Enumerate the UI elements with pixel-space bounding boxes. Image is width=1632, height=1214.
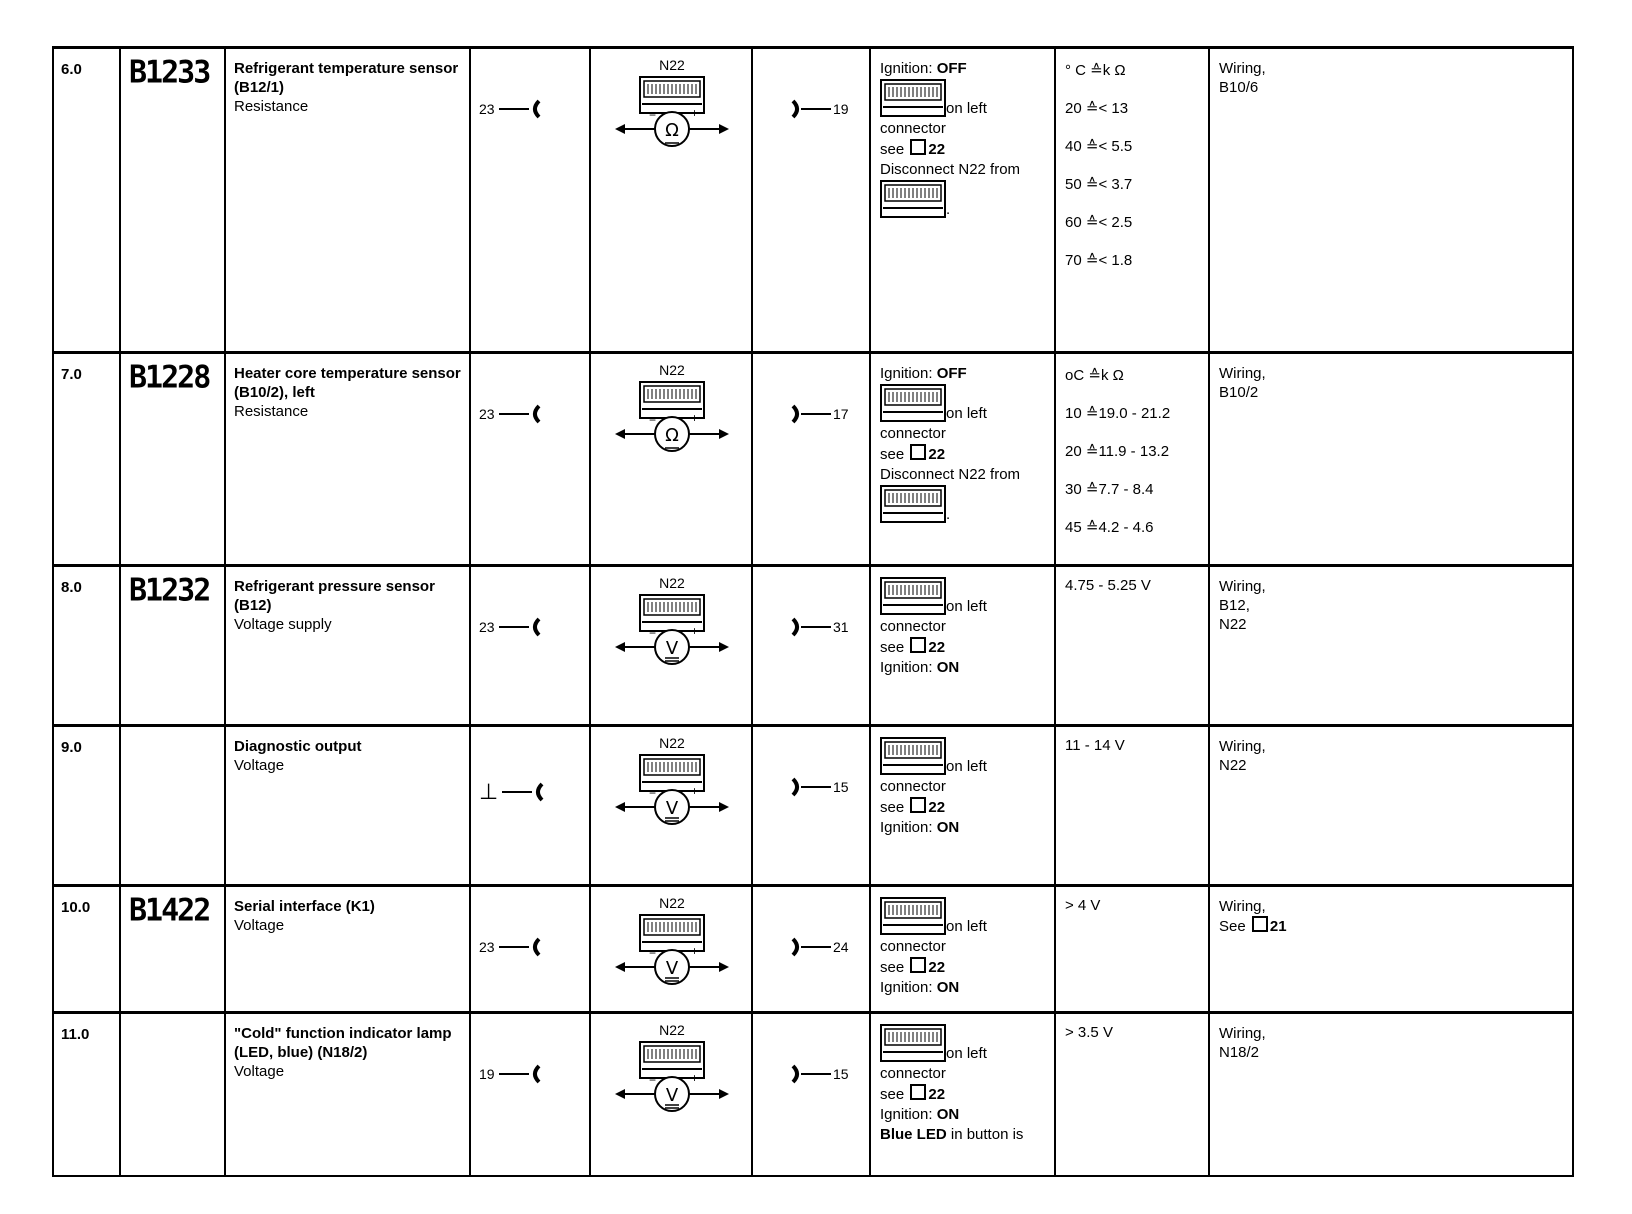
plug-left-icon [499, 99, 543, 119]
multimeter-diagram [609, 362, 735, 452]
meter-label: N22 [659, 895, 685, 911]
step-number: 6.0 [61, 61, 82, 78]
connector-icon [880, 897, 946, 937]
remedy: Wiring, B12, N22 [1219, 578, 1266, 633]
pin-number: 17 [833, 406, 849, 422]
plug-right-icon [791, 937, 831, 957]
svg-text:−: − [649, 108, 657, 122]
diagnostic-test-table [52, 46, 1574, 1177]
test-title: "Cold" function indicator lamp (LED, blue) (N18/2) [234, 1025, 452, 1061]
test-scope [234, 897, 375, 935]
meter-label: N22 [659, 735, 685, 751]
test-subtitle: Voltage [234, 757, 285, 774]
plug-right-icon [791, 617, 831, 637]
multimeter-diagram [609, 575, 735, 665]
connector-icon [880, 485, 946, 525]
svg-text:Ω: Ω [665, 425, 679, 446]
test-socket-from [479, 404, 543, 424]
svg-text:+: + [691, 1071, 699, 1085]
page-reference-icon [910, 1084, 926, 1100]
ignition-state: ON [936, 819, 960, 836]
svg-text:V: V [665, 958, 679, 979]
multimeter-diagram [609, 895, 735, 985]
svg-text:−: − [649, 626, 657, 640]
test-conditions: on left connector see 22 Ignition: ON Blue LED in button is [880, 1024, 1052, 1145]
meter-label: N22 [659, 362, 685, 378]
remedy: Wiring, B10/6 [1219, 60, 1266, 96]
test-socket-from [479, 617, 543, 637]
test-socket-from [479, 99, 543, 119]
test-socket-to [791, 777, 849, 797]
test-conditions: on left connector see 22 Ignition: ON [880, 897, 1052, 998]
test-subtitle: Resistance [234, 403, 309, 420]
test-title: Heater core temperature sensor (B10/2), left [234, 365, 461, 401]
voltmeter-icon [609, 895, 735, 985]
page-reference: 22 [928, 639, 946, 656]
svg-text:+: + [691, 106, 699, 120]
nominal-value: > 4 V [1065, 897, 1101, 914]
svg-text:−: − [649, 946, 657, 960]
page-reference-icon [1252, 916, 1268, 932]
svg-text:+: + [691, 411, 699, 425]
test-conditions: Ignition: OFF on left connector see 22 Disconnect N22 from . [880, 365, 1021, 523]
ohmmeter-icon [609, 57, 735, 147]
voltmeter-icon [609, 575, 735, 665]
test-subtitle: Resistance [234, 98, 309, 115]
pin-number: 24 [833, 939, 849, 955]
remedy: Wiring, N18/2 [1219, 1025, 1266, 1061]
ignition-state: ON [936, 1106, 960, 1123]
ohmmeter-icon [609, 362, 735, 452]
plug-left-icon [499, 937, 543, 957]
meter-label: N22 [659, 57, 685, 73]
remedy: Wiring, N22 [1219, 738, 1266, 774]
plug-left-icon [499, 404, 543, 424]
test-scope [234, 1024, 469, 1081]
ground-symbol: ⊥ [479, 779, 499, 804]
svg-text:−: − [649, 413, 657, 427]
table-row [54, 49, 1574, 354]
connector-icon [880, 384, 946, 424]
test-scope [234, 364, 469, 421]
page-reference: 22 [928, 799, 946, 816]
nominal-value: 11 - 14 V [1065, 737, 1125, 754]
test-title: Refrigerant temperature sensor (B12/1) [234, 60, 459, 96]
pin-number: 19 [479, 1066, 495, 1082]
test-subtitle: Voltage supply [234, 616, 332, 633]
connector-icon [880, 1024, 946, 1064]
pin-number: 23 [479, 619, 495, 635]
test-conditions: on left connector see 22 Ignition: ON [880, 577, 1052, 678]
ignition-state: OFF [936, 60, 967, 77]
test-title: Serial interface (K1) [234, 898, 375, 915]
svg-text:+: + [691, 784, 699, 798]
step-number: 10.0 [61, 899, 91, 916]
multimeter-diagram [609, 57, 735, 147]
fault-code: B1228 [129, 359, 210, 396]
page-reference: 22 [928, 141, 946, 158]
test-socket-to [791, 1064, 849, 1084]
page-reference: 21 [1269, 918, 1287, 935]
table-row [54, 887, 1574, 1014]
connector-icon [880, 577, 946, 617]
plug-right-icon [791, 1064, 831, 1084]
remedy: Wiring, B10/2 [1219, 365, 1266, 401]
test-title: Refrigerant pressure sensor (B12) [234, 578, 435, 614]
multimeter-diagram [609, 735, 735, 825]
test-socket-from [479, 937, 543, 957]
voltmeter-icon [609, 1022, 735, 1112]
test-subtitle: Voltage [234, 1063, 285, 1080]
svg-text:V: V [665, 798, 679, 819]
meter-label: N22 [659, 575, 685, 591]
test-scope [234, 59, 469, 116]
svg-text:+: + [691, 944, 699, 958]
page-reference: 22 [928, 446, 946, 463]
connector-icon [880, 737, 946, 777]
test-conditions: Ignition: OFF on left connector see 22 Disconnect N22 from . [880, 60, 1021, 218]
step-number: 9.0 [61, 739, 82, 756]
test-conditions: on left connector see 22 Ignition: ON [880, 737, 1052, 838]
svg-text:−: − [649, 786, 657, 800]
nominal-values: oC ≙k Ω 10 ≙19.0 - 21.2 20 ≙11.9 - 13.2 30 ≙7.7 - 8.4 45 ≙4.2 - 4.6 [1065, 367, 1171, 536]
test-socket-to [791, 404, 849, 424]
page-reference-icon [910, 957, 926, 973]
table-row [54, 1014, 1574, 1177]
remedy: Wiring, See 21 [1219, 898, 1287, 935]
pin-number: 23 [479, 406, 495, 422]
test-socket-to [791, 937, 849, 957]
fault-code: B1422 [129, 892, 210, 929]
svg-text:+: + [691, 624, 699, 638]
svg-text:Ω: Ω [665, 120, 679, 141]
plug-right-icon [791, 99, 831, 119]
meter-label: N22 [659, 1022, 685, 1038]
table-row [54, 354, 1574, 567]
test-socket-from [479, 1064, 543, 1084]
voltmeter-icon [609, 735, 735, 825]
test-scope [234, 737, 362, 775]
plug-right-icon [791, 777, 831, 797]
plug-left-icon [499, 617, 543, 637]
pin-number: 31 [833, 619, 849, 635]
plug-left-icon [499, 1064, 543, 1084]
test-scope [234, 577, 469, 634]
svg-text:V: V [665, 1085, 679, 1106]
page-reference-icon [910, 797, 926, 813]
connector-icon [880, 180, 946, 220]
table-row [54, 727, 1574, 887]
nominal-value: 4.75 - 5.25 V [1065, 577, 1151, 594]
pin-number: 19 [833, 101, 849, 117]
ignition-state: OFF [936, 365, 967, 382]
step-number: 7.0 [61, 366, 82, 383]
svg-text:V: V [665, 638, 679, 659]
page-reference: 22 [928, 1086, 946, 1103]
pin-number: 15 [833, 1066, 849, 1082]
test-socket-to [791, 99, 849, 119]
connector-icon [880, 79, 946, 119]
page-reference-icon [910, 139, 926, 155]
ignition-state: ON [936, 659, 960, 676]
table-row [54, 567, 1574, 727]
test-title: Diagnostic output [234, 738, 362, 755]
nominal-values: ° C ≙k Ω 20 ≙< 13 40 ≙< 5.5 50 ≙< 3.7 60 ≙< 2.5 70 ≙< 1.8 [1065, 62, 1133, 269]
page-reference: 22 [928, 959, 946, 976]
step-number: 11.0 [61, 1026, 90, 1043]
step-number: 8.0 [61, 579, 82, 596]
fault-code: B1232 [129, 572, 210, 609]
test-subtitle: Voltage [234, 917, 285, 934]
nominal-value: > 3.5 V [1065, 1024, 1113, 1041]
page-reference-icon [910, 637, 926, 653]
plug-right-icon [791, 404, 831, 424]
pin-number: 15 [833, 779, 849, 795]
svg-text:−: − [649, 1073, 657, 1087]
test-socket-to [791, 617, 849, 637]
pin-number: 23 [479, 101, 495, 117]
ignition-state: ON [936, 979, 960, 996]
pin-number: 23 [479, 939, 495, 955]
page-reference-icon [910, 444, 926, 460]
test-socket-from [479, 779, 546, 805]
fault-code: B1233 [129, 54, 210, 91]
plug-left-icon [502, 782, 546, 802]
multimeter-diagram [609, 1022, 735, 1112]
